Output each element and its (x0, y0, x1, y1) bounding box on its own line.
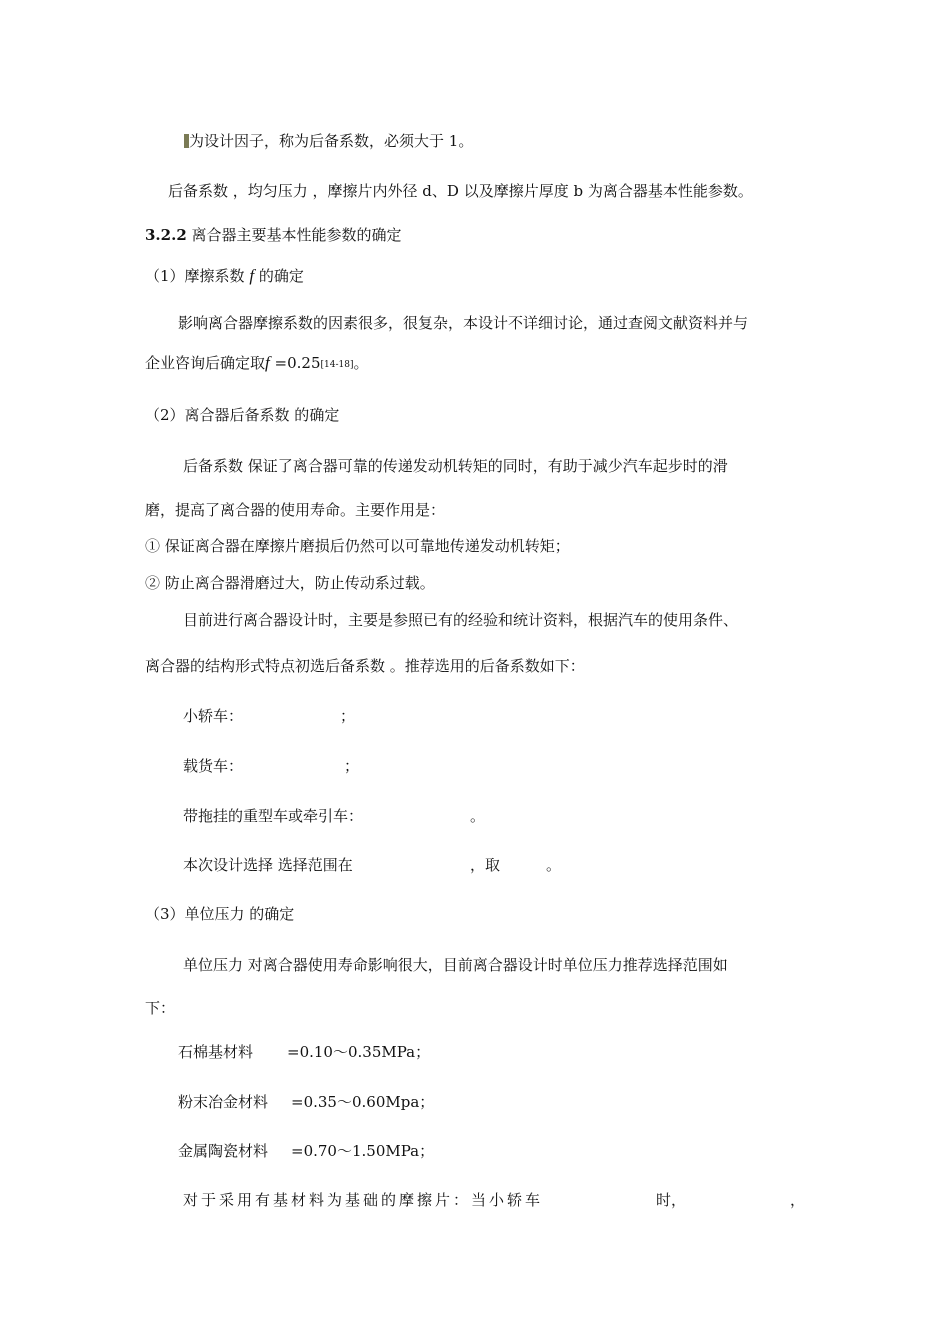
section-heading-3-2-2 (145, 225, 402, 245)
friction-paragraph-line1: 影响离合器摩擦系数的因素很多，很复杂，本设计不详细讨论，通过查阅文献资料并与 (178, 314, 749, 332)
design-factor-line (184, 131, 473, 151)
pressure-paragraph-line2: 下： (145, 999, 176, 1017)
friction-value: =0.25 (274, 354, 321, 372)
material-3-name: 金属陶瓷材料 (178, 1142, 269, 1160)
subheading-friction (145, 266, 304, 286)
friction-paragraph-line2 (145, 353, 368, 375)
truck-end: ； (344, 757, 360, 775)
last-line-pre: 对于采用有基材料为基础的摩擦片：当小轿车 (183, 1191, 544, 1209)
subheading-friction-pre: （1）摩擦系数 (145, 267, 245, 285)
list-item-1: ① 保证离合器在摩擦片磨损后仍然可以可靠地传递发动机转矩； (145, 537, 570, 555)
last-line-mid: 时， (656, 1191, 687, 1209)
design-paragraph-line2: 离合器的结构形式特点初选后备系数 。推荐选用的后备系数如下： (145, 657, 585, 675)
design-factor-text: 为设计因子，称为后备系数，必须大于 1。 (189, 132, 474, 150)
section-number: 3.2.2 (145, 226, 187, 244)
material-1-name: 石棉基材料 (178, 1043, 254, 1061)
choice-end: 。 (546, 856, 562, 874)
subheading-pressure: （3）单位压力 的确定 (145, 905, 295, 923)
last-line-end: ， (790, 1191, 806, 1209)
section-title: 离合器主要基本性能参数的确定 (191, 226, 402, 244)
reserve-paragraph-line2: 磨，提高了离合器的使用寿命。主要作用是： (145, 501, 446, 519)
subheading-reserve: （2）离合器后备系数 的确定 (145, 406, 340, 424)
truck-label: 载货车： (183, 757, 244, 775)
tractor-label: 带拖挂的重型车或牵引车： (183, 807, 364, 825)
citation-ref: [14-18] (320, 360, 354, 370)
material-3-range: =0.70～1.50MPa； (291, 1142, 435, 1160)
friction-pre: 企业咨询后确定取 (145, 354, 266, 372)
design-paragraph-line1: 目前进行离合器设计时，主要是参照已有的经验和统计资料，根据汽车的使用条件、 (183, 611, 739, 629)
tractor-end: 。 (470, 807, 486, 825)
material-1-range: =0.10～0.35MPa； (287, 1043, 431, 1061)
car-end: ； (340, 707, 356, 725)
subheading-friction-post: 的确定 (258, 267, 304, 285)
basic-params-line: 后备系数 ，均匀压力 ，摩擦片内外径 d、D 以及摩擦片厚度 b 为离合器基本性能参数。 (168, 182, 753, 200)
choice-pre: 本次设计选择 选择范围在 (183, 856, 353, 874)
list-item-2: ② 防止离合器滑磨过大，防止传动系过载。 (145, 574, 435, 592)
reserve-paragraph-line1: 后备系数 保证了离合器可靠的传递发动机转矩的同时，有助于减少汽车起步时的滑 (183, 457, 728, 475)
friction-symbol: f (249, 266, 255, 285)
pressure-paragraph-line1: 单位压力 对离合器使用寿命影响很大，目前离合器设计时单位压力推荐选择范围如 (183, 956, 728, 974)
car-label: 小轿车： (183, 707, 244, 725)
material-2-range: =0.35～0.60Mpa； (291, 1093, 435, 1111)
friction-symbol-2: f (265, 353, 270, 372)
material-2-name: 粉末冶金材料 (178, 1093, 269, 1111)
choice-mid: ，取 (470, 856, 501, 874)
friction-end: 。 (353, 354, 369, 372)
